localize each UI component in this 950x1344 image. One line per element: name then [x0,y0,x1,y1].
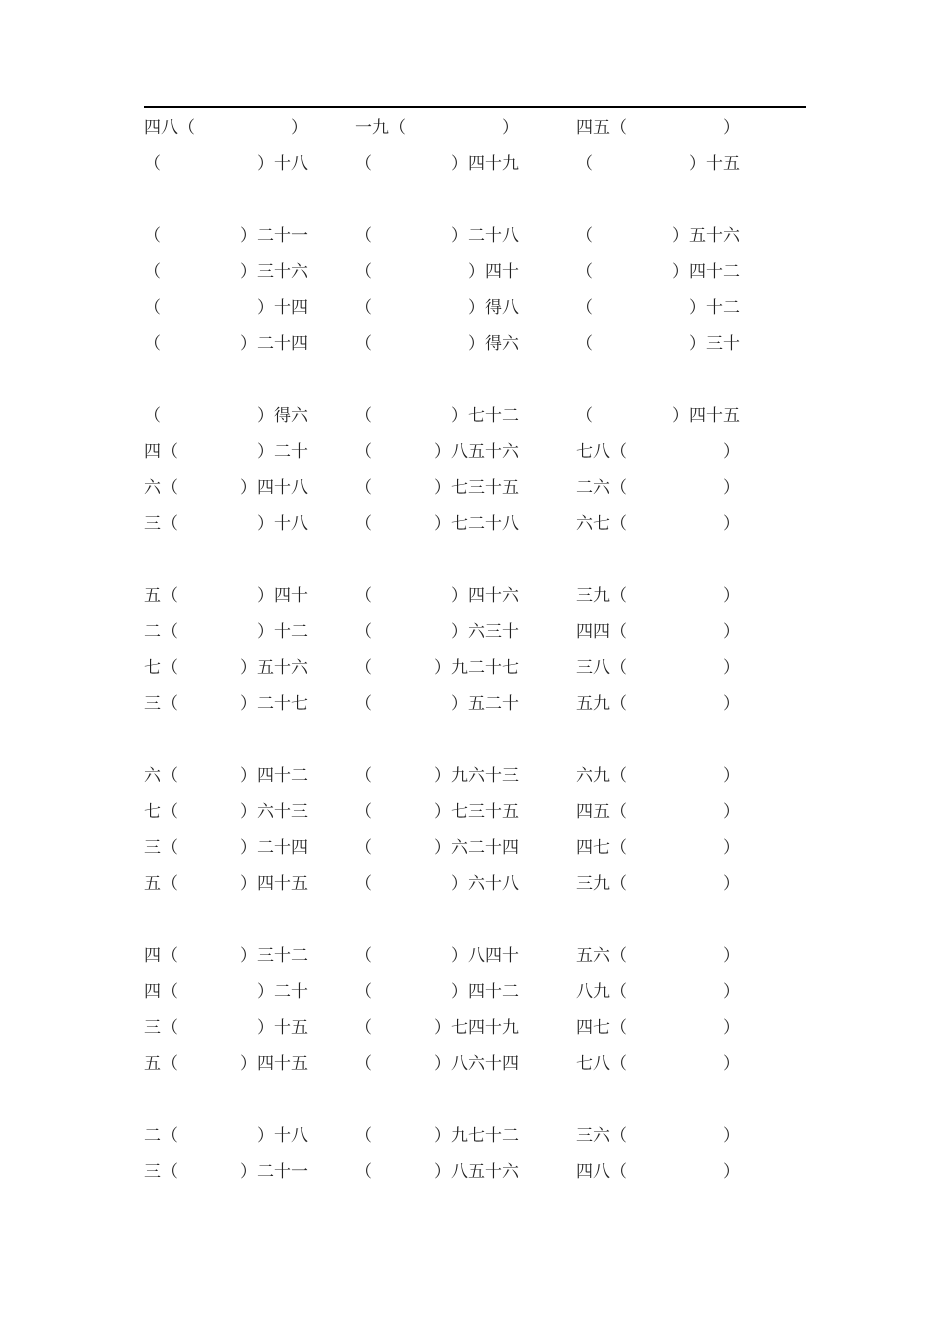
exercise-prefix: 六七（ [576,514,627,534]
exercise-prefix: （ [355,802,372,822]
exercise-suffix: ）二十一 [240,1162,308,1182]
exercise-suffix: ）十八 [257,514,308,534]
exercise-item[interactable] [576,332,740,356]
exercise-prefix: 六（ [144,766,178,786]
exercise-prefix: （ [355,478,372,498]
exercise-prefix: （ [355,298,372,318]
exercise-suffix: ）九六十三 [434,766,519,786]
header-rule [144,106,806,108]
exercise-suffix: ）四十六 [451,586,519,606]
exercise-item[interactable] [576,476,740,500]
exercise-item[interactable] [576,980,740,1004]
exercise-prefix: 二（ [144,622,178,642]
exercise-item[interactable] [576,764,740,788]
exercise-suffix: ）十五 [689,154,740,174]
exercise-suffix: ） [723,658,740,678]
exercise-item[interactable] [144,872,308,896]
exercise-prefix: （ [576,226,593,246]
exercise-suffix: ）十二 [689,298,740,318]
exercise-item[interactable] [576,152,740,176]
exercise-prefix: 一九（ [355,118,406,138]
exercise-prefix: 七八（ [576,1054,627,1074]
exercise-suffix: ）六二十四 [434,838,519,858]
exercise-suffix: ） [723,766,740,786]
exercise-prefix: 二（ [144,1126,178,1146]
exercise-item[interactable] [576,1124,740,1148]
exercise-prefix: 四八（ [144,118,195,138]
exercise-prefix: （ [355,658,372,678]
exercise-suffix: ） [723,514,740,534]
exercise-item[interactable] [144,440,308,464]
exercise-prefix: （ [576,154,593,174]
exercise-prefix: 五（ [144,586,178,606]
exercise-item[interactable] [355,692,519,716]
exercise-suffix: ）七二十八 [434,514,519,534]
exercise-prefix: （ [355,262,372,282]
exercise-prefix: （ [355,442,372,462]
exercise-item[interactable] [576,1016,740,1040]
exercise-suffix: ）六三十 [451,622,519,642]
exercise-prefix: （ [355,946,372,966]
exercise-item[interactable] [144,800,308,824]
exercise-prefix: 三九（ [576,874,627,894]
exercise-prefix: 五六（ [576,946,627,966]
exercise-prefix: 七（ [144,658,178,678]
exercise-suffix: ） [723,946,740,966]
exercise-row [0,692,950,716]
exercise-item[interactable] [355,260,519,284]
exercise-item[interactable] [355,584,519,608]
exercise-row [0,764,950,788]
exercise-suffix: ）十二 [257,622,308,642]
exercise-item[interactable] [144,620,308,644]
exercise-suffix: ）十五 [257,1018,308,1038]
exercise-suffix: ） [723,1054,740,1074]
exercise-item[interactable] [576,440,740,464]
exercise-prefix: 八九（ [576,982,627,1002]
exercise-suffix: ） [502,118,519,138]
exercise-suffix: ）二十八 [451,226,519,246]
exercise-suffix: ） [723,982,740,1002]
exercise-prefix: 六九（ [576,766,627,786]
exercise-suffix: ）得八 [468,298,519,318]
exercise-row [0,260,950,284]
exercise-row [0,980,950,1004]
exercise-item[interactable] [144,1124,308,1148]
exercise-suffix: ）十八 [257,154,308,174]
exercise-suffix: ）九二十七 [434,658,519,678]
exercise-item[interactable] [576,656,740,680]
exercise-row [0,1052,950,1076]
exercise-row [0,224,950,248]
exercise-prefix: （ [355,514,372,534]
exercise-item[interactable] [576,620,740,644]
exercise-prefix: 三（ [144,514,178,534]
exercise-item[interactable] [576,296,740,320]
exercise-item[interactable] [144,1052,308,1076]
exercise-suffix: ）八五十六 [434,442,519,462]
exercise-prefix: 七（ [144,802,178,822]
exercise-item[interactable] [144,944,308,968]
exercise-item[interactable] [576,512,740,536]
exercise-suffix: ）二十一 [240,226,308,246]
exercise-item[interactable] [355,1160,519,1184]
exercise-suffix: ） [723,586,740,606]
exercise-item[interactable] [355,980,519,1004]
exercise-item[interactable] [576,1052,740,1076]
exercise-prefix: 四（ [144,946,178,966]
exercise-suffix: ）三十二 [240,946,308,966]
exercise-item[interactable] [144,224,308,248]
exercise-suffix: ）四十八 [240,478,308,498]
exercise-row [0,584,950,608]
exercise-item[interactable] [576,404,740,428]
exercise-item[interactable] [144,296,308,320]
exercise-prefix: 三（ [144,838,178,858]
exercise-item[interactable] [355,836,519,860]
exercise-suffix: ） [723,1018,740,1038]
exercise-item[interactable] [355,332,519,356]
exercise-row [0,656,950,680]
exercise-prefix: （ [576,334,593,354]
exercise-prefix: 四七（ [576,838,627,858]
exercise-prefix: （ [144,406,161,426]
exercise-item[interactable] [576,224,740,248]
exercise-prefix: （ [355,406,372,426]
exercise-prefix: （ [355,982,372,1002]
exercise-suffix: ）七三十五 [434,802,519,822]
exercise-suffix: ）四十 [257,586,308,606]
exercise-suffix: ）九七十二 [434,1126,519,1146]
exercise-item[interactable] [355,944,519,968]
exercise-suffix: ）六十八 [451,874,519,894]
exercise-suffix: ）十八 [257,1126,308,1146]
exercise-item[interactable] [144,260,308,284]
exercise-prefix: 三九（ [576,586,627,606]
exercise-prefix: （ [355,694,372,714]
exercise-item[interactable] [576,116,740,140]
exercise-item[interactable] [355,872,519,896]
exercise-suffix: ）八五十六 [434,1162,519,1182]
exercise-item[interactable] [355,1052,519,1076]
exercise-suffix: ）二十 [257,442,308,462]
exercise-prefix: 三八（ [576,658,627,678]
exercise-item[interactable] [144,476,308,500]
exercise-prefix: 五（ [144,874,178,894]
exercise-item[interactable] [576,800,740,824]
exercise-item[interactable] [144,116,308,140]
exercise-item[interactable] [355,476,519,500]
exercise-row [0,332,950,356]
exercise-item[interactable] [355,296,519,320]
exercise-suffix: ） [723,118,740,138]
exercise-item[interactable] [144,1016,308,1040]
exercise-item[interactable] [576,872,740,896]
exercise-row [0,1160,950,1184]
exercise-suffix: ） [723,874,740,894]
exercise-prefix: 三六（ [576,1126,627,1146]
exercise-suffix: ）七三十五 [434,478,519,498]
exercise-suffix: ）四十二 [451,982,519,1002]
exercise-prefix: （ [355,874,372,894]
exercise-row [0,836,950,860]
exercise-suffix: ）得六 [468,334,519,354]
exercise-prefix: （ [355,622,372,642]
exercise-suffix: ）六十三 [240,802,308,822]
exercise-prefix: （ [355,1162,372,1182]
exercise-item[interactable] [355,440,519,464]
exercise-prefix: 四五（ [576,118,627,138]
exercise-prefix: 三（ [144,1018,178,1038]
exercise-row [0,440,950,464]
exercise-row [0,476,950,500]
exercise-item[interactable] [355,404,519,428]
exercise-prefix: （ [144,334,161,354]
exercise-row [0,872,950,896]
exercise-suffix: ）五十六 [240,658,308,678]
exercise-prefix: （ [355,1126,372,1146]
exercise-item[interactable] [144,584,308,608]
exercise-suffix: ）四十五 [240,1054,308,1074]
exercise-suffix: ）四十二 [672,262,740,282]
exercise-item[interactable] [144,980,308,1004]
exercise-prefix: 五（ [144,1054,178,1074]
exercise-suffix: ）二十七 [240,694,308,714]
exercise-suffix: ）五二十 [451,694,519,714]
exercise-suffix: ） [723,478,740,498]
exercise-item[interactable] [576,260,740,284]
exercise-prefix: 四五（ [576,802,627,822]
exercise-suffix: ）二十四 [240,334,308,354]
exercise-row [0,152,950,176]
exercise-prefix: 四八（ [576,1162,627,1182]
exercise-prefix: （ [355,766,372,786]
exercise-prefix: 二六（ [576,478,627,498]
exercise-prefix: 四四（ [576,622,627,642]
exercise-suffix: ） [723,694,740,714]
exercise-prefix: （ [576,298,593,318]
exercise-item[interactable] [355,1124,519,1148]
exercise-suffix: ）三十 [689,334,740,354]
exercise-suffix: ）八四十 [451,946,519,966]
exercise-item[interactable] [576,836,740,860]
exercise-prefix: 四（ [144,982,178,1002]
exercise-item[interactable] [355,620,519,644]
exercise-suffix: ）八六十四 [434,1054,519,1074]
exercise-item[interactable] [144,512,308,536]
exercise-item[interactable] [144,836,308,860]
exercise-item[interactable] [144,764,308,788]
exercise-row [0,1016,950,1040]
exercise-prefix: （ [355,586,372,606]
exercise-item[interactable] [355,800,519,824]
exercise-prefix: （ [144,298,161,318]
exercise-item[interactable] [144,404,308,428]
exercise-suffix: ） [723,802,740,822]
exercise-suffix: ）四十二 [240,766,308,786]
exercise-prefix: （ [144,154,161,174]
exercise-suffix: ）七四十九 [434,1018,519,1038]
exercise-prefix: 三（ [144,1162,178,1182]
exercise-prefix: 三（ [144,694,178,714]
exercise-item[interactable] [576,584,740,608]
exercise-row [0,296,950,320]
exercise-item[interactable] [576,1160,740,1184]
exercise-prefix: （ [576,406,593,426]
exercise-suffix: ） [723,1162,740,1182]
exercise-item[interactable] [355,152,519,176]
exercise-item[interactable] [355,656,519,680]
exercise-prefix: （ [355,226,372,246]
exercise-row [0,800,950,824]
exercise-item[interactable] [144,152,308,176]
exercise-suffix: ）四十五 [672,406,740,426]
exercise-item[interactable] [355,1016,519,1040]
exercise-suffix: ） [723,622,740,642]
exercise-row [0,620,950,644]
exercise-item[interactable] [144,692,308,716]
exercise-item[interactable] [144,1160,308,1184]
exercise-prefix: （ [355,154,372,174]
exercise-item[interactable] [144,656,308,680]
exercise-row [0,512,950,536]
exercise-row [0,404,950,428]
exercise-prefix: （ [355,1018,372,1038]
exercise-suffix: ）五十六 [672,226,740,246]
exercise-suffix: ）十四 [257,298,308,318]
exercise-row [0,944,950,968]
exercise-prefix: （ [355,334,372,354]
exercise-suffix: ） [723,442,740,462]
exercise-prefix: （ [576,262,593,282]
exercise-suffix: ）四十 [468,262,519,282]
exercise-item[interactable] [576,692,740,716]
exercise-row [0,116,950,140]
exercise-suffix: ）二十 [257,982,308,1002]
exercise-item[interactable] [576,944,740,968]
exercise-suffix: ）三十六 [240,262,308,282]
exercise-suffix: ）得六 [257,406,308,426]
exercise-suffix: ）二十四 [240,838,308,858]
exercise-suffix: ）七十二 [451,406,519,426]
exercise-prefix: 四（ [144,442,178,462]
exercise-prefix: （ [355,1054,372,1074]
exercise-suffix: ） [291,118,308,138]
exercise-row [0,1124,950,1148]
exercise-prefix: 七八（ [576,442,627,462]
exercise-item[interactable] [144,332,308,356]
exercise-item[interactable] [355,116,519,140]
exercise-item[interactable] [355,512,519,536]
exercise-prefix: （ [144,226,161,246]
exercise-prefix: 六（ [144,478,178,498]
exercise-suffix: ）四十五 [240,874,308,894]
exercise-suffix: ） [723,838,740,858]
exercise-item[interactable] [355,224,519,248]
exercise-suffix: ） [723,1126,740,1146]
exercise-prefix: 四七（ [576,1018,627,1038]
exercise-suffix: ）四十九 [451,154,519,174]
exercise-item[interactable] [355,764,519,788]
exercise-prefix: 五九（ [576,694,627,714]
exercise-prefix: （ [144,262,161,282]
exercise-prefix: （ [355,838,372,858]
